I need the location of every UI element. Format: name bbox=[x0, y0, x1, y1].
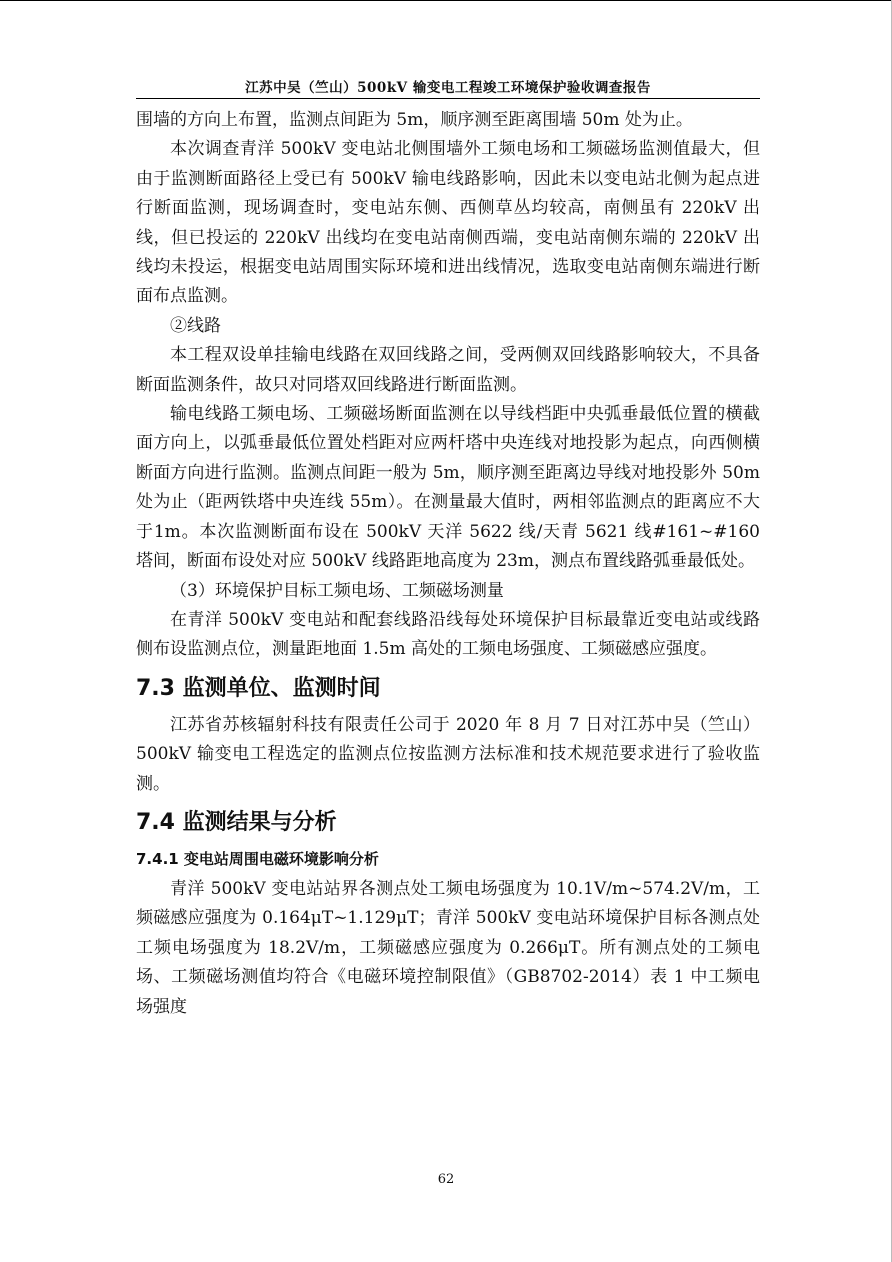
paragraph-line-condition: 本工程双设单挂输电线路在双回线路之间，受两侧双回线路影响较大，不具备断面监测条件，故只对同塔双回线路进行断面监测。 bbox=[136, 345, 760, 395]
heading-7-4-1: 7.4.1 变电站周围电磁环境影响分析 bbox=[136, 849, 379, 868]
page-top-border bbox=[0, 0, 892, 1]
page-body bbox=[136, 106, 760, 1022]
running-header: 江苏中吴（竺山）500kV 输变电工程竣工环境保护验收调查报告 bbox=[245, 80, 651, 96]
paragraph-substation-section: 本次调查青洋 500kV 变电站北侧围墙外工频电场和工频磁场监测值最大，但由于监测断面路径上受已有 500kV 输电线路影响，因此未以变电站北侧为起点进行断面监测，现场调查时，变电站东侧、西侧草丛均较高，南侧虽有 220kV 出线，但已投运的 220kV 出线均在变电站南侧西端，变电站南侧东端的 220kV 出线均未投运，根据变电站周围实际环境和进出线情况，选取变电站南侧东端进行断面布点监测。 bbox=[136, 139, 760, 307]
paragraph-protection-targets: 在青洋 500kV 变电站和配套线路沿线每处环境保护目标最靠近变电站或线路侧布设监测点位，测量距地面 1.5m 高处的工频电场强度、工频磁感应强度。 bbox=[136, 609, 760, 660]
heading-7-4: 7.4 监测结果与分析 bbox=[136, 809, 337, 835]
paragraph-line-label: ②线路 bbox=[170, 315, 221, 336]
paragraph-continuation: 围墙的方向上布置，监测点间距为 5m，顺序测至距离围墙 50m 处为止。 bbox=[136, 110, 693, 130]
paragraph-line-section: 输电线路工频电场、工频磁场断面监测在以导线档距中央弧垂最低位置的横截面方向上，以弧垂最低位置处档距对应两杆塔中央连线对地投影为起点，向西侧横断面方向进行监测。监测点间距一般为 5m，顺序测至距离边导线对地投影外 50m 处为止（距两铁塔中央连线 55m）。在测量最大值时，两相邻监测点的距离应不大于1m。本次监测断面布设在 500kV 天洋 5622 线/天青 5621 线#161~#160 塔间，断面布设处对应 500kV 线路距地高度为 23m，测点布置线路弧垂最低处。 bbox=[136, 404, 760, 572]
paragraph-monitoring-unit: 江苏省苏核辐射科技有限责任公司于 2020 年 8 月 7 日对江苏中吴（竺山）500kV 输变电工程选定的监测点位按监测方法标准和技术规范要求进行了验收监测。 bbox=[136, 714, 760, 794]
paragraph-item-3-title: （3）环境保护目标工频电场、工频磁场测量 bbox=[170, 580, 504, 601]
paragraph-substation-results: 青洋 500kV 变电站站界各测点处工频电场强度为 10.1V/m~574.2V/m，工频磁感应强度为 0.164μT~1.129μT；青洋 500kV 变电站环境保护目标各测点处工频电场强度为 18.2V/m，工频磁感应强度为 0.266μT。所有测点处的工频电场、工频磁场测值均符合《电磁环境控制限值》（GB8702-2014）表 1 中工频电场强度 bbox=[136, 878, 760, 1017]
heading-7-3: 7.3 监测单位、监测时间 bbox=[136, 675, 381, 701]
header-rule bbox=[136, 98, 760, 99]
page-number: 62 bbox=[437, 1172, 455, 1187]
